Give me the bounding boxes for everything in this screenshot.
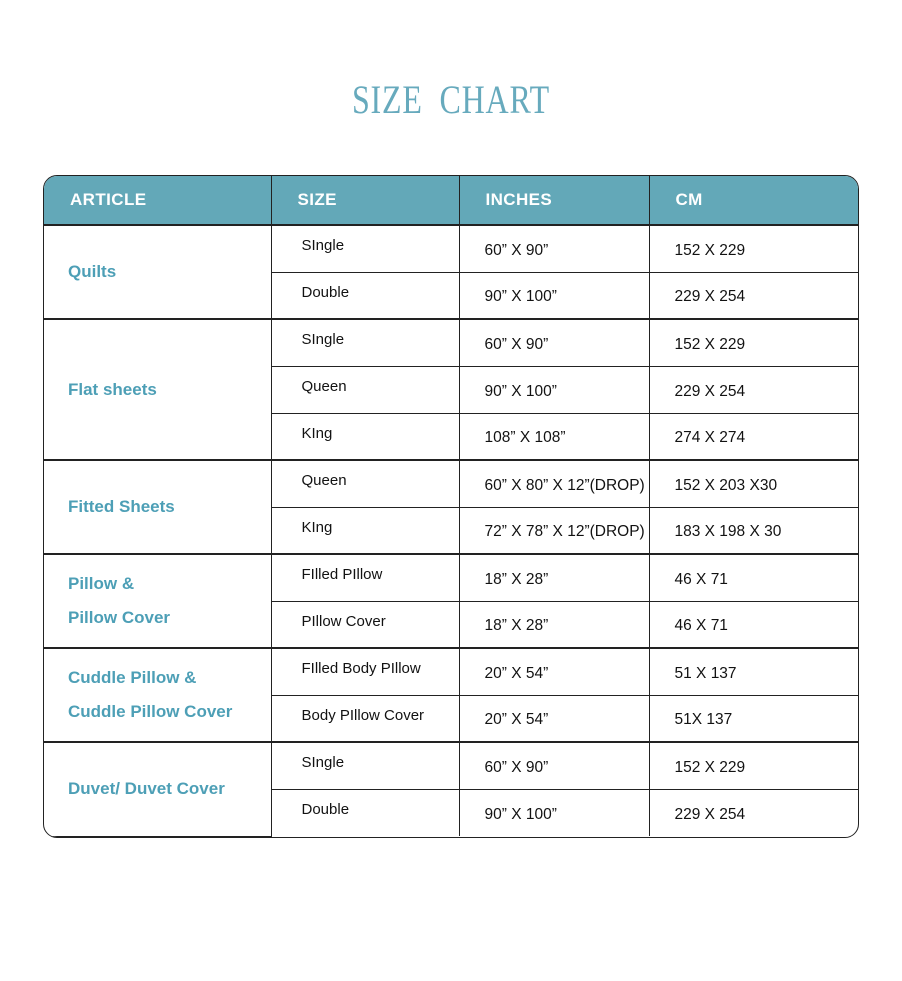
article-label: Duvet/ Duvet Cover bbox=[68, 779, 225, 799]
table-body bbox=[44, 225, 859, 836]
cm-cell: 51X 137 bbox=[649, 695, 859, 742]
size-cell: PIllow Cover bbox=[271, 601, 459, 648]
article-label: Cuddle Pillow & bbox=[68, 668, 197, 688]
article-label: Pillow & bbox=[68, 574, 135, 594]
inches-cell: 18” X 28” bbox=[459, 554, 649, 601]
article-cell bbox=[44, 319, 271, 460]
table-row bbox=[44, 648, 859, 695]
cm-cell: 152 X 229 bbox=[649, 225, 859, 272]
inches-cell: 60” X 90” bbox=[459, 319, 649, 366]
table-row bbox=[44, 460, 859, 507]
article-cell bbox=[44, 554, 271, 648]
inches-cell: 18” X 28” bbox=[459, 601, 649, 648]
size-cell: Queen bbox=[271, 460, 459, 507]
inches-cell: 60” X 90” bbox=[459, 742, 649, 789]
cm-cell: 183 X 198 X 30 bbox=[649, 507, 859, 554]
size-cell: FIlled PIllow bbox=[271, 554, 459, 601]
size-cell: KIng bbox=[271, 413, 459, 460]
cm-cell: 274 X 274 bbox=[649, 413, 859, 460]
cm-cell: 152 X 203 X30 bbox=[649, 460, 859, 507]
column-header-size: SIZE bbox=[271, 176, 459, 225]
size-cell: Double bbox=[271, 789, 459, 836]
article-label: Fitted Sheets bbox=[68, 497, 175, 517]
size-cell: SIngle bbox=[271, 225, 459, 272]
column-header-article: ARTICLE bbox=[44, 176, 271, 225]
article-label: Cuddle Pillow Cover bbox=[68, 702, 233, 721]
cm-cell: 46 X 71 bbox=[649, 601, 859, 648]
inches-cell: 72” X 78” X 12”(DROP) bbox=[459, 507, 649, 554]
size-cell: FIlled Body PIllow bbox=[271, 648, 459, 695]
inches-cell: 90” X 100” bbox=[459, 789, 649, 836]
table-header-row bbox=[44, 176, 859, 225]
inches-cell: 90” X 100” bbox=[459, 272, 649, 319]
article-cell bbox=[44, 648, 271, 742]
article-cell bbox=[44, 742, 271, 836]
inches-cell: 20” X 54” bbox=[459, 648, 649, 695]
inches-cell: 20” X 54” bbox=[459, 695, 649, 742]
size-cell: Body PIllow Cover bbox=[271, 695, 459, 742]
cm-cell: 152 X 229 bbox=[649, 742, 859, 789]
cm-cell: 51 X 137 bbox=[649, 648, 859, 695]
inches-cell: 108” X 108” bbox=[459, 413, 649, 460]
column-header-cm: CM bbox=[649, 176, 859, 225]
cm-cell: 229 X 254 bbox=[649, 789, 859, 836]
size-cell: SIngle bbox=[271, 319, 459, 366]
article-cell bbox=[44, 225, 271, 319]
inches-cell: 60” X 90” bbox=[459, 225, 649, 272]
size-cell: Double bbox=[271, 272, 459, 319]
inches-cell: 90” X 100” bbox=[459, 366, 649, 413]
cm-cell: 229 X 254 bbox=[649, 272, 859, 319]
cm-cell: 46 X 71 bbox=[649, 554, 859, 601]
size-cell: SIngle bbox=[271, 742, 459, 789]
table-row bbox=[44, 319, 859, 366]
article-label: Flat sheets bbox=[68, 379, 157, 399]
size-cell: KIng bbox=[271, 507, 459, 554]
cm-cell: 229 X 254 bbox=[649, 366, 859, 413]
table-row bbox=[44, 742, 859, 789]
article-label: Pillow Cover bbox=[68, 608, 171, 627]
table-row bbox=[44, 225, 859, 272]
table-row bbox=[44, 554, 859, 601]
size-chart-table bbox=[44, 176, 859, 837]
article-cell bbox=[44, 460, 271, 554]
page-title: SIZE CHART bbox=[351, 77, 551, 122]
size-chart-table-container bbox=[43, 175, 859, 838]
inches-cell: 60” X 80” X 12”(DROP) bbox=[459, 460, 649, 507]
size-cell: Queen bbox=[271, 366, 459, 413]
article-label: Quilts bbox=[68, 262, 117, 282]
cm-cell: 152 X 229 bbox=[649, 319, 859, 366]
column-header-inches: INCHES bbox=[459, 176, 649, 225]
